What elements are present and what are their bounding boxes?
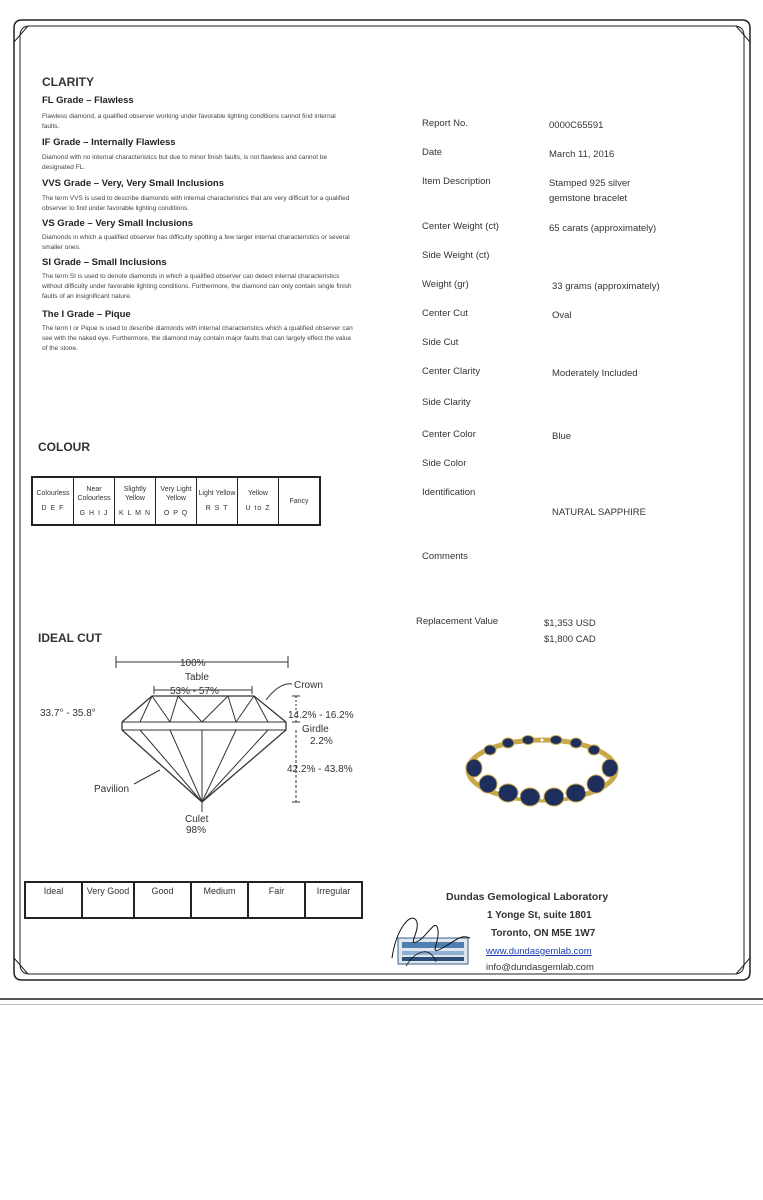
girdle-value: 2.2% xyxy=(310,736,333,747)
colour-cell xyxy=(197,477,238,525)
culet-label: Culet xyxy=(185,814,209,825)
lab-website-link[interactable]: www.dundasgemlab.com xyxy=(486,946,592,957)
colour-name: Fancy xyxy=(289,497,309,505)
girdle-label: Girdle xyxy=(302,724,329,735)
clarity-title: CLARITY xyxy=(42,75,94,89)
colour-cell xyxy=(279,477,321,525)
total-width-label: 100% xyxy=(180,658,206,669)
colour-cell xyxy=(32,477,74,525)
field-value-center-weight: 65 carats (approximately) xyxy=(549,223,657,234)
colour-letters: R S T xyxy=(205,505,229,512)
field-label-center-cut: Center Cut xyxy=(422,308,468,319)
colour-name: Colourless xyxy=(36,490,70,497)
lab-address-line1: 1 Yonge St, suite 1801 xyxy=(487,910,592,921)
colour-letters: U to Z xyxy=(245,505,271,512)
page-divider xyxy=(0,998,763,1000)
crown-height-label: 14.2% - 16.2% xyxy=(288,710,354,721)
colour-letters: D E F xyxy=(41,505,65,512)
field-label-item-description: Item Description xyxy=(422,176,491,187)
colour-name: Slightly Yellow xyxy=(123,485,147,502)
field-label-date: Date xyxy=(422,147,443,158)
field-value-identification: NATURAL SAPPHIRE xyxy=(552,507,646,518)
colour-name: Light Yellow xyxy=(198,490,236,497)
field-label-center-weight: Center Weight (ct) xyxy=(422,221,499,232)
field-label-comments: Comments xyxy=(422,551,468,562)
colour-title: COLOUR xyxy=(38,440,90,454)
colour-scale-table xyxy=(31,476,321,526)
cut-grade-table xyxy=(24,881,363,919)
field-value-date: March 11, 2016 xyxy=(549,149,615,160)
grade-text-si: The term SI is used to denote diamonds in which a qualified observer can detect internal characteristics without difficulty under favorable lighting conditions. Furthermore, the diamond can only contain single finish faults of an insignificant nature. xyxy=(42,273,352,300)
ideal-cut-title: IDEAL CUT xyxy=(38,631,102,645)
grade-heading-fl: FL Grade – Flawless xyxy=(42,95,134,106)
field-label-identification: Identification xyxy=(422,487,476,498)
grade-heading-vvs: VVS Grade – Very, Very Small Inclusions xyxy=(42,178,224,189)
lab-address-line2: Toronto, ON M5E 1W7 xyxy=(491,928,596,939)
grade-heading-vs: VS Grade – Very Small Inclusions xyxy=(42,218,194,229)
field-label-report-no: Report No. xyxy=(422,118,468,129)
colour-cell xyxy=(115,477,156,525)
cut-grade-cell: Irregular xyxy=(305,882,362,918)
field-value-item-description: Stamped 925 silver gemstone bracelet xyxy=(549,178,631,204)
field-label-side-color: Side Color xyxy=(422,458,467,469)
grade-text-vvs: The term VVS is used to describe diamonds with internal characteristics that are very difficult for a qualified observer to find under favorable lighting conditions. xyxy=(42,195,350,212)
colour-name: Near Colourless xyxy=(77,485,111,502)
crown-label: Crown xyxy=(294,680,323,691)
colour-cell xyxy=(74,477,115,525)
grade-text-if: Diamond with no internal characteristics but due to minor finish faults, is not flawless and cannot be designated FL. xyxy=(42,154,328,171)
field-value-center-color: Blue xyxy=(552,431,572,442)
field-label-center-color: Center Color xyxy=(422,429,476,440)
culet-value: 98% xyxy=(186,825,207,836)
colour-name: Very Light Yellow xyxy=(160,485,192,502)
signature-stamp xyxy=(386,910,476,972)
field-label-side-clarity: Side Clarity xyxy=(422,397,471,408)
cut-grade-cell: Fair xyxy=(248,882,305,918)
cut-grade-cell: Good xyxy=(134,882,191,918)
colour-letters: O P Q xyxy=(163,509,189,517)
replacement-value-label: Replacement Value xyxy=(416,616,499,627)
replacement-value-cad: $1,800 CAD xyxy=(544,634,596,645)
cut-grade-cell: Medium xyxy=(191,882,248,918)
diamond-cut-diagram xyxy=(30,652,360,842)
cut-grade-cell: Ideal xyxy=(25,882,82,918)
table-range-label: 53% - 57% xyxy=(170,686,219,697)
table-label: Table xyxy=(185,672,209,683)
grade-heading-if: IF Grade – Internally Flawless xyxy=(42,137,176,148)
field-label-center-clarity: Center Clarity xyxy=(422,366,481,377)
field-label-side-weight: Side Weight (ct) xyxy=(422,250,490,261)
bracelet-photo xyxy=(462,730,622,812)
lab-email: info@dundasgemlab.com xyxy=(486,962,594,973)
field-label-side-cut: Side Cut xyxy=(422,337,459,348)
colour-cell xyxy=(238,477,279,525)
replacement-value-usd: $1,353 USD xyxy=(544,618,596,629)
field-value-center-cut: Oval xyxy=(552,310,572,321)
cut-grade-cell: Very Good xyxy=(82,882,134,918)
crown-angle-label: 33.7° - 35.8° xyxy=(40,708,96,719)
field-label-weight: Weight (gr) xyxy=(422,279,469,290)
colour-letters: G H I J xyxy=(79,509,109,517)
pavilion-depth-label: 42.2% - 43.8% xyxy=(287,764,353,775)
lab-name: Dundas Gemological Laboratory xyxy=(446,891,609,903)
field-value-weight: 33 grams (approximately) xyxy=(552,281,660,292)
field-value-center-clarity: Moderately Included xyxy=(552,368,638,379)
colour-letters: K L M N xyxy=(118,509,152,517)
grade-text-fl: Flawless diamond, a qualified observer working under favorable lighting conditions cannot find internal faults. xyxy=(42,113,336,130)
grade-text-i: The term I or Pique is used to describe diamonds with internal characteristics which a qualified observer can see with the naked eye. Furthermore, the diamond may contain major faults that can largely effect the value of the stone. xyxy=(42,325,353,352)
grade-text-vs: Diamonds in which a qualified observer has difficulty spotting a few larger internal characteristics or several smaller ones. xyxy=(42,234,350,251)
colour-cell xyxy=(156,477,197,525)
page-divider-thin xyxy=(0,1004,763,1005)
pavilion-label: Pavilion xyxy=(94,784,130,795)
field-value-report-no: 0000C65591 xyxy=(549,120,604,131)
colour-name: Yellow xyxy=(248,490,268,497)
grade-heading-i: The I Grade – Pique xyxy=(42,309,131,320)
grade-heading-si: SI Grade – Small Inclusions xyxy=(42,257,167,268)
